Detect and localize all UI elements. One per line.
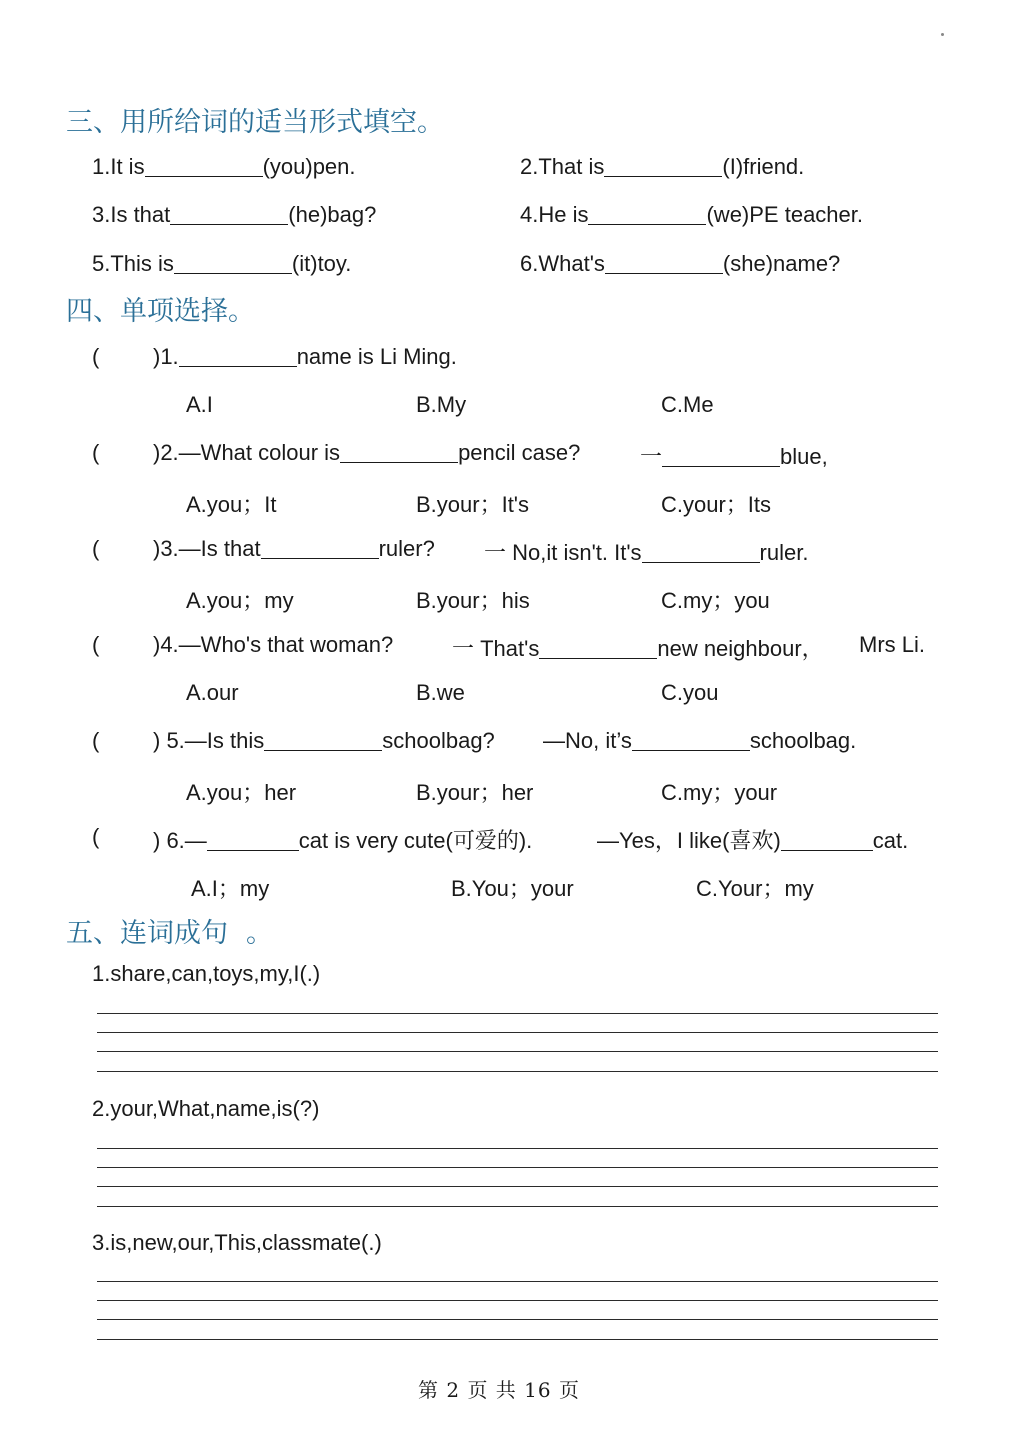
choice-paren[interactable]: (: [92, 344, 100, 369]
option-c[interactable]: C.my；you: [661, 588, 770, 613]
option-c[interactable]: C.you: [661, 680, 719, 705]
answer-blank[interactable]: [179, 344, 297, 367]
answer-blank[interactable]: [264, 728, 382, 751]
writing-line[interactable]: [97, 1148, 938, 1149]
option-a[interactable]: A.you；my: [186, 588, 294, 613]
fill-item-1: [92, 154, 356, 180]
question-6-answer: [597, 824, 908, 855]
item-hint: (I)friend.: [722, 154, 805, 179]
fill-item-2: [520, 154, 804, 180]
item-text: 2.That is: [520, 154, 605, 179]
item-hint: (it)toy.: [291, 251, 352, 276]
question-4-end: Mrs Li.: [859, 632, 925, 657]
question-number: ) 6.—: [153, 828, 207, 853]
answer-blank[interactable]: [781, 828, 873, 851]
answer-blank[interactable]: [605, 251, 723, 274]
option-a[interactable]: A.you；It: [186, 492, 277, 517]
question-text: cat.: [872, 828, 909, 853]
answer-blank[interactable]: [207, 828, 299, 851]
page-number: 第 2 页 共 16 页: [418, 1378, 580, 1402]
answer-blank[interactable]: [588, 202, 706, 225]
question-text: cat is very cute(可爱的).: [298, 828, 533, 853]
reorder-item-1: 1.share,can,toys,my,I(.): [92, 961, 321, 986]
option-b[interactable]: B.your；It's: [416, 492, 530, 517]
question-text: 一 No,it isn't. It's: [484, 540, 642, 565]
question-3: [153, 536, 435, 562]
fill-item-4: [520, 202, 863, 228]
item-text: 3.Is that: [92, 202, 171, 227]
answer-blank[interactable]: [340, 440, 458, 463]
writing-line[interactable]: [97, 1300, 938, 1301]
question-number: )3.—Is that: [153, 536, 261, 561]
option-c[interactable]: C.your；Its: [661, 492, 772, 517]
writing-line[interactable]: [97, 1013, 938, 1014]
heading-text: 五、连词成句: [66, 918, 228, 949]
question-number: )2.—What colour is: [153, 440, 341, 465]
question-text: —No, it’s: [543, 728, 632, 753]
item-hint: (she)name?: [722, 251, 841, 276]
writing-line[interactable]: [97, 1051, 938, 1052]
option-b[interactable]: B.your；his: [416, 588, 530, 613]
section-5-heading: [66, 911, 273, 950]
item-text: 4.He is: [520, 202, 589, 227]
option-b[interactable]: B.we: [416, 680, 465, 705]
writing-line[interactable]: [97, 1071, 938, 1072]
writing-line[interactable]: [97, 1186, 938, 1187]
question-3-answer: [484, 536, 808, 567]
reorder-item-2: 2.your,What,name,is(?): [92, 1096, 320, 1121]
choice-paren[interactable]: (: [92, 632, 100, 657]
writing-line[interactable]: [97, 1281, 938, 1282]
answer-blank[interactable]: [662, 444, 780, 467]
answer-blank[interactable]: [145, 154, 263, 177]
option-a[interactable]: A.you；her: [186, 780, 297, 805]
option-b[interactable]: B.your；her: [416, 780, 534, 805]
choice-paren[interactable]: (: [92, 536, 100, 561]
item-hint: (he)bag?: [288, 202, 377, 227]
question-text: schoolbag?: [382, 728, 495, 753]
choice-paren[interactable]: (: [92, 728, 100, 753]
option-a[interactable]: A.I；my: [191, 876, 270, 901]
fill-item-5: [92, 251, 351, 277]
answer-blank[interactable]: [642, 540, 760, 563]
choice-paren[interactable]: (: [92, 824, 100, 849]
scan-speck: [941, 33, 944, 36]
section-4-heading: 四、单项选择。: [66, 296, 255, 327]
answer-blank[interactable]: [170, 202, 288, 225]
option-b[interactable]: B.You；your: [451, 876, 574, 901]
question-text: —Yes，I like(喜欢): [597, 828, 781, 853]
option-c[interactable]: C.Your；my: [696, 876, 814, 901]
fill-item-6: [520, 251, 840, 277]
question-text: schoolbag.: [749, 728, 857, 753]
reorder-item-3: 3.is,new,our,This,classmate(.): [92, 1230, 382, 1255]
question-4: )4.—Who's that woman?: [153, 632, 394, 657]
question-text: 一 That's: [452, 636, 540, 661]
writing-line[interactable]: [97, 1032, 938, 1033]
question-5-answer: [543, 728, 856, 754]
answer-blank[interactable]: [261, 536, 379, 559]
item-hint: (we)PE teacher.: [706, 202, 863, 227]
question-4-answer: [452, 632, 824, 663]
question-6: [153, 824, 532, 855]
answer-blank[interactable]: [539, 636, 657, 659]
question-1: [153, 344, 457, 370]
heading-period: 。: [246, 918, 273, 949]
item-hint: (you)pen.: [262, 154, 356, 179]
fill-item-3: [92, 202, 376, 228]
writing-line[interactable]: [97, 1167, 938, 1168]
question-text: pencil case?: [458, 440, 581, 465]
answer-blank[interactable]: [174, 251, 292, 274]
item-text: 1.It is: [92, 154, 145, 179]
writing-line[interactable]: [97, 1206, 938, 1207]
answer-blank[interactable]: [604, 154, 722, 177]
choice-paren[interactable]: (: [92, 440, 100, 465]
writing-line[interactable]: [97, 1319, 938, 1320]
question-2-answer: [640, 440, 828, 471]
option-a[interactable]: A.I: [186, 392, 213, 417]
question-number: ) 5.—Is this: [153, 728, 265, 753]
item-text: 5.This is: [92, 251, 174, 276]
section-3-heading: 三、用所给词的适当形式填空。: [66, 107, 444, 138]
option-c[interactable]: C.my；your: [661, 780, 778, 805]
question-text: blue,: [780, 444, 828, 469]
writing-line[interactable]: [97, 1339, 938, 1340]
item-text: 6.What's: [520, 251, 605, 276]
question-5: [153, 728, 495, 754]
dash: 一: [640, 444, 663, 469]
option-b[interactable]: B.My: [416, 392, 467, 417]
question-text: new neighbour，: [657, 636, 824, 661]
option-a[interactable]: A.our: [186, 680, 239, 705]
question-text: name is Li Ming.: [296, 344, 457, 369]
question-2: [153, 440, 580, 466]
question-text: ruler?: [378, 536, 435, 561]
question-text: ruler.: [759, 540, 809, 565]
answer-blank[interactable]: [632, 728, 750, 751]
option-c[interactable]: C.Me: [661, 392, 714, 417]
question-number: )1.: [153, 344, 179, 369]
